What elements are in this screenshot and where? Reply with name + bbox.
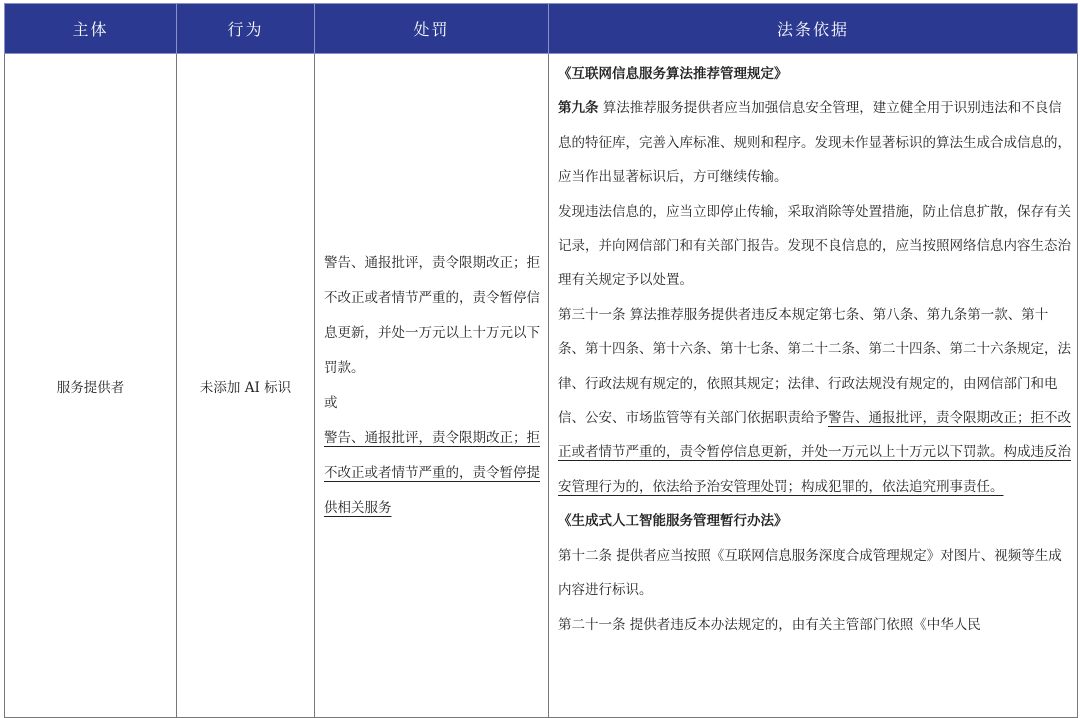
law2-title: 《生成式人工智能服务管理暂行办法》: [558, 513, 788, 530]
penalty-part1: 警告、通报批评，责令限期改正；拒不改正或者情节严重的，责令暂停信息更新，并处一万元以上十万元以下罚款。: [324, 254, 540, 376]
header-legal-basis: 法条依据: [549, 4, 1078, 54]
legal-table: [4, 3, 1078, 718]
header-penalty: 处罚: [315, 4, 549, 54]
behavior-cell: 未添加 AI 标识: [177, 54, 315, 718]
law1-title: 《互联网信息服务算法推荐管理规定》: [558, 66, 788, 82]
penalty-part2: 警告、通报批评，责令限期改正；拒不改正或者情节严重的，责令暂停提供相关服务: [324, 429, 540, 516]
article-21: 第二十一条 提供者违反本办法规定的，由有关主管部门依照《中华人民: [558, 616, 981, 633]
penalty-or: 或: [324, 394, 338, 411]
penalty-cell: [315, 54, 549, 718]
header-subject: 主体: [5, 4, 177, 54]
article-31-intro: 第三十一条 算法推荐服务提供者违反本规定第七条、第八条、第九条第一款、第十条、第十四条、第十六条、第十七条、第二十二条、第二十四条、第二十六条规定，法律、行政法规有规定的，依照其规定；法律、行政法规没有规定的，由网信部门和电信、公安、市场监管等有关部门依据职责给予: [558, 306, 1071, 427]
article-9-label: 第九条: [558, 100, 599, 117]
table-row: [5, 54, 1078, 718]
article-31-penalty: 警告、通报批评，责令限期改正；拒不改正或者情节严重的，责令暂停信息更新，并处一万元以上十万元以下罚款。: [558, 410, 1071, 461]
article-9-para2: 发现违法信息的，应当立即停止传输，采取消除等处置措施，防止信息扩散，保存有关记录，并向网信部门和有关部门报告。发现不良信息的，应当按照网络信息内容生态治理有关规定予以处置。: [558, 203, 1071, 289]
article-9: [558, 91, 1071, 194]
header-behavior: 行为: [177, 4, 315, 54]
article-12: 第十二条 提供者应当按照《互联网信息服务深度合成管理规定》对图片、视频等生成内容进行标识。: [558, 547, 1062, 599]
subject-cell: 服务提供者: [5, 54, 177, 718]
legal-basis-cell: [549, 54, 1078, 718]
article-9-text: 算法推荐服务提供者应当加强信息安全管理，建立健全用于识别违法和不良信息的特征库，完善入库标准、规则和程序。发现未作显著标识的算法生成合成信息的，应当作出显著标识后，方可继续传输。: [558, 100, 1071, 186]
article-31: [558, 298, 1071, 504]
header-row: [5, 4, 1078, 54]
article-31-tail: 构成违反治安管理行为的，依法给予治安管理处罚；构成犯罪的，依法追究刑事责任。: [558, 444, 1071, 495]
